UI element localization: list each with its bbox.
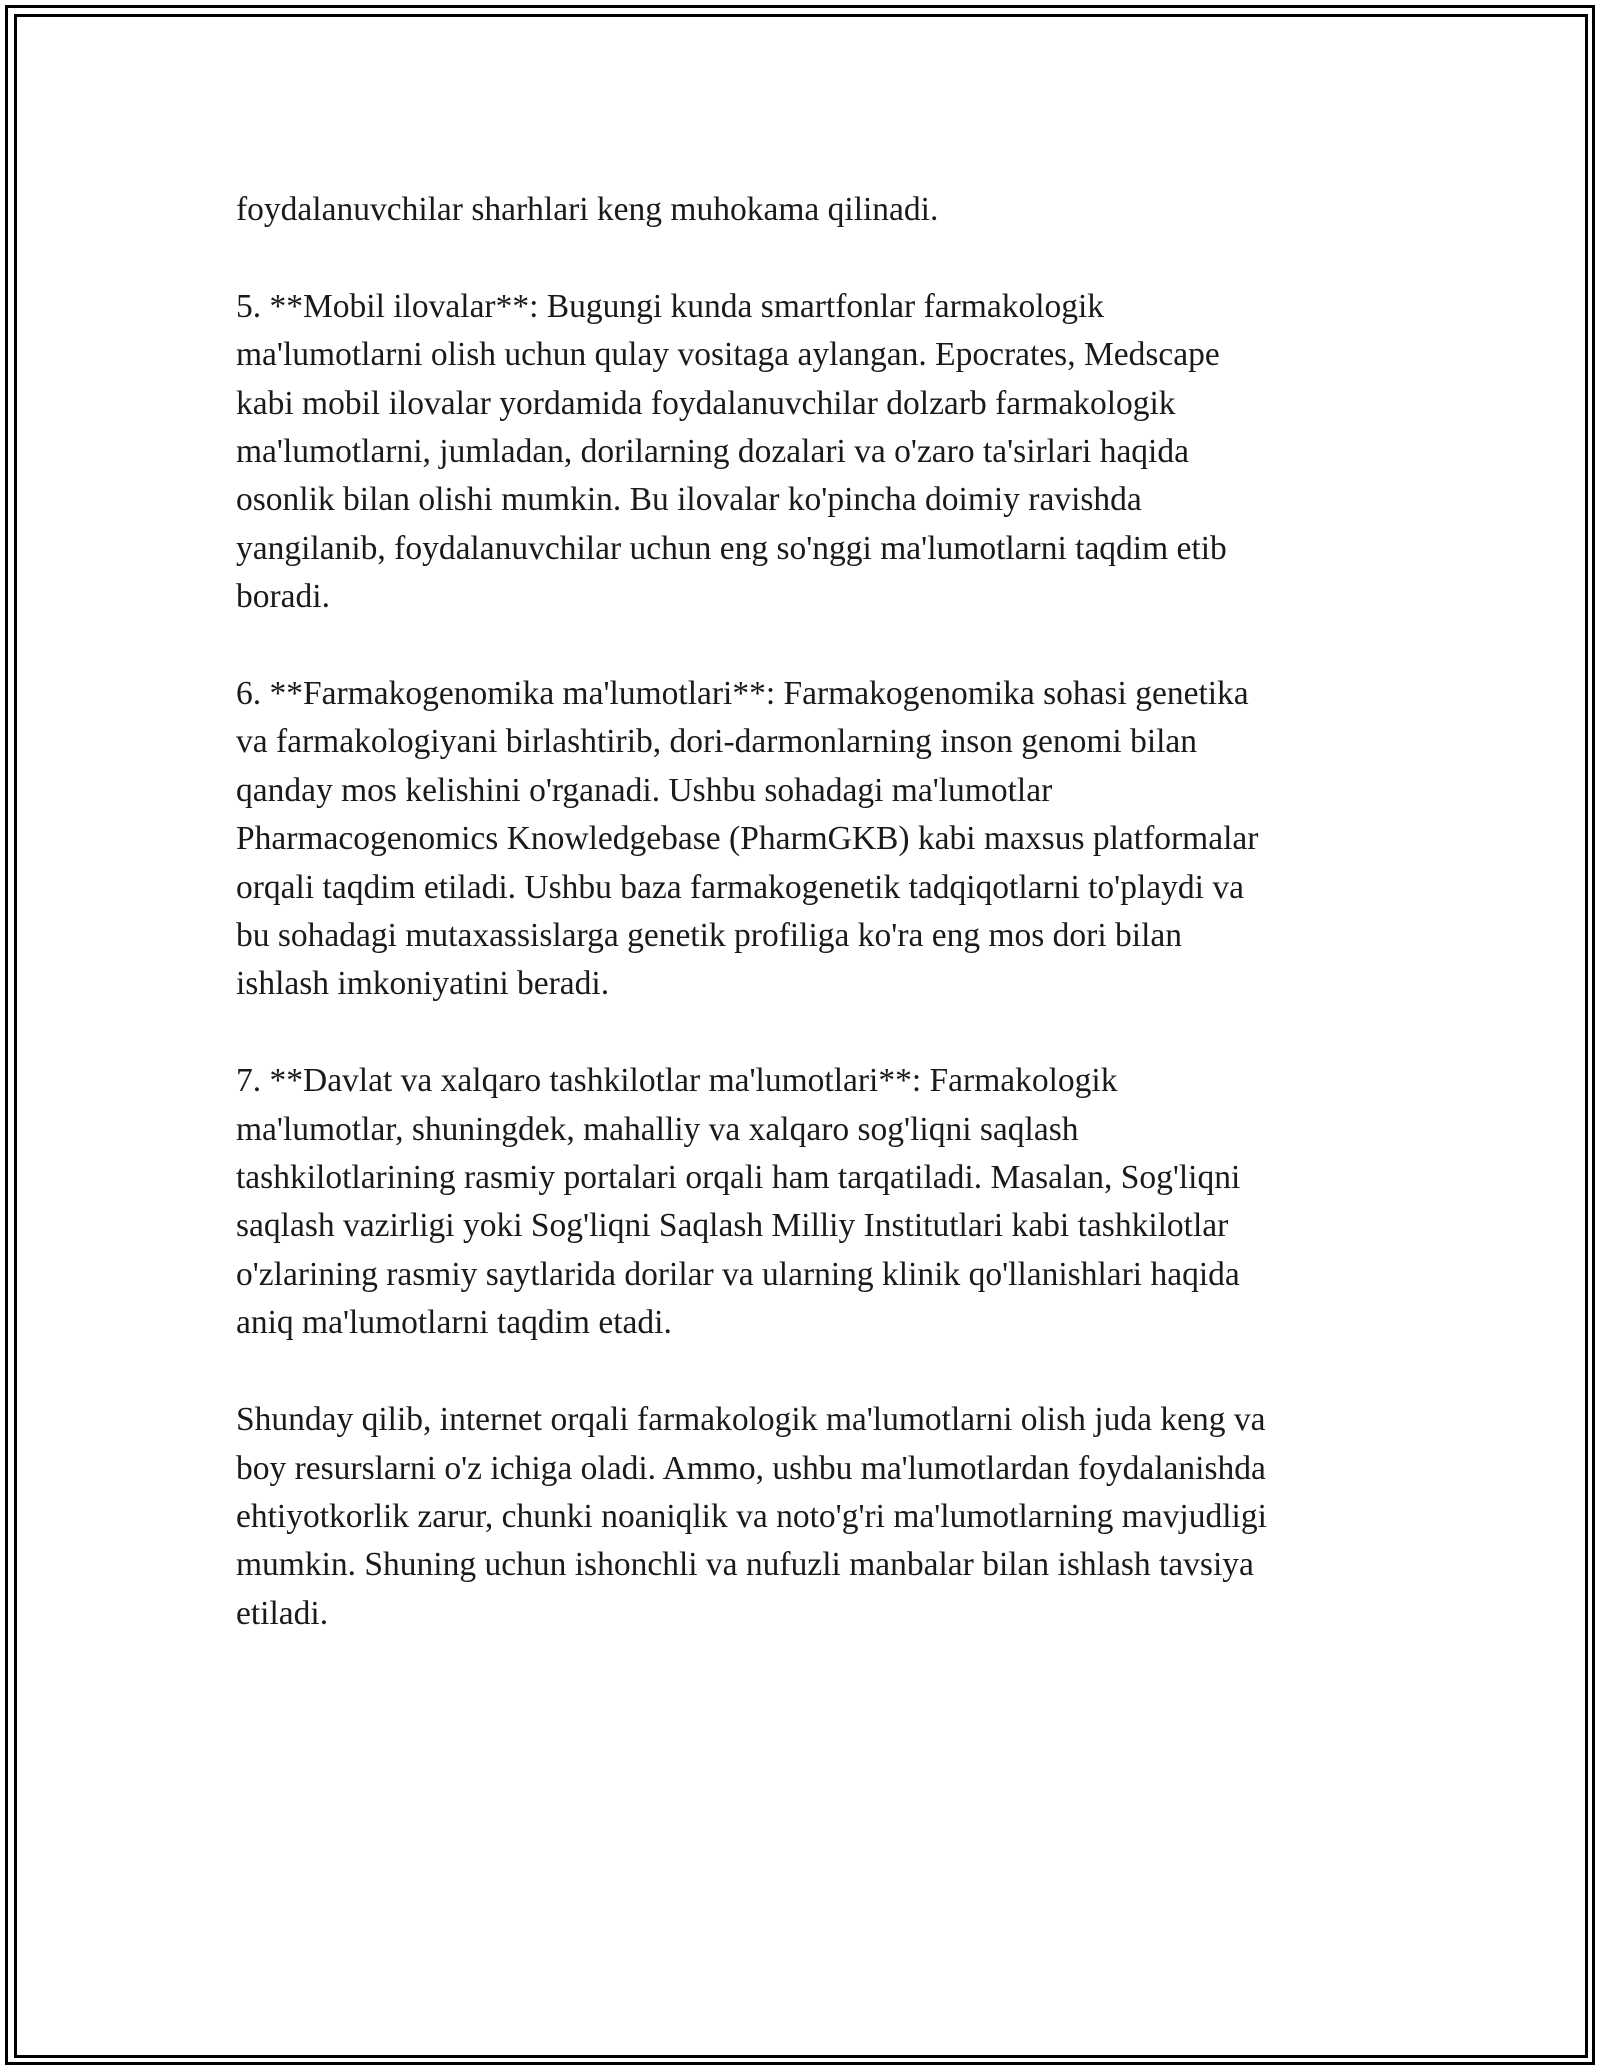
text-line: boradi.: [236, 578, 330, 616]
text-line: boy resurslarni o'z ichiga oladi. Ammo, ushbu ma'lumotlardan foydalanishda: [236, 1449, 1266, 1487]
text-line: qanday mos kelishini o'rganadi. Ushbu sohadagi ma'lumotlar: [236, 771, 1053, 809]
text-line: osonlik bilan olishi mumkin. Bu ilovalar ko'pincha doimiy ravishda: [236, 481, 1142, 519]
text-line: tashkilotlarining rasmiy portalari orqali ham tarqatiladi. Masalan, Sog'liqni: [236, 1159, 1241, 1197]
text-line: 7. **Davlat va xalqaro tashkilotlar ma'lumotlari**: Farmakologik: [236, 1062, 1118, 1100]
text-line: Pharmacogenomics Knowledgebase (PharmGKB) kabi maxsus platformalar: [236, 820, 1259, 858]
text-line: etiladi.: [236, 1594, 329, 1632]
paragraph-item-6-farmakogenomika: [236, 670, 1386, 1009]
text-line: ehtiyotkorlik zarur, chunki noaniqlik va noto'g'ri ma'lumotlarning mavjudligi: [236, 1497, 1267, 1535]
text-line: ma'lumotlar, shuningdek, mahalliy va xalqaro sog'liqni saqlash: [236, 1110, 1079, 1148]
document-body: [236, 186, 1386, 1638]
text-line: mumkin. Shuning uchun ishonchli va nufuzli manbalar bilan ishlash tavsiya: [236, 1546, 1254, 1584]
text-line: o'zlarining rasmiy saytlarida dorilar va ularning klinik qo'llanishlari haqida: [236, 1255, 1240, 1293]
text-line: orqali taqdim etiladi. Ushbu baza farmakogenetik tadqiqotlarni to'playdi va: [236, 868, 1244, 906]
text-line: ma'lumotlarni, jumladan, dorilarning dozalari va o'zaro ta'sirlari haqida: [236, 433, 1189, 471]
paragraph-item-7-davlat-tashkilotlar: [236, 1057, 1386, 1347]
text-line: bu sohadagi mutaxassislarga genetik profiliga ko'ra eng mos dori bilan: [236, 917, 1182, 955]
paragraph-conclusion: [236, 1396, 1386, 1638]
text-line: kabi mobil ilovalar yordamida foydalanuvchilar dolzarb farmakologik: [236, 384, 1176, 422]
paragraph-continuation: [236, 186, 1386, 234]
text-line: Shunday qilib, internet orqali farmakologik ma'lumotlarni olish juda keng va: [236, 1401, 1266, 1439]
text-line: va farmakologiyani birlashtirib, dori-darmonlarning inson genomi bilan: [236, 723, 1198, 761]
text-line: ma'lumotlarni olish uchun qulay vositaga aylangan. Epocrates, Medscape: [236, 336, 1220, 374]
text-line: foydalanuvchilar sharhlari keng muhokama qilinadi.: [236, 191, 939, 228]
text-line: saqlash vazirligi yoki Sog'liqni Saqlash Milliy Institutlari kabi tashkilotlar: [236, 1207, 1229, 1245]
text-line: 6. **Farmakogenomika ma'lumotlari**: Farmakogenomika sohasi genetika: [236, 675, 1249, 713]
text-line: 5. **Mobil ilovalar**: Bugungi kunda smartfonlar farmakologik: [236, 287, 1105, 325]
text-line: yangilanib, foydalanuvchilar uchun eng so'nggi ma'lumotlarni taqdim etib: [236, 529, 1227, 567]
text-line: aniq ma'lumotlarni taqdim etadi.: [236, 1304, 672, 1342]
paragraph-item-5-mobil-ilovalar: [236, 283, 1386, 622]
text-line: ishlash imkoniyatini beradi.: [236, 965, 610, 1003]
